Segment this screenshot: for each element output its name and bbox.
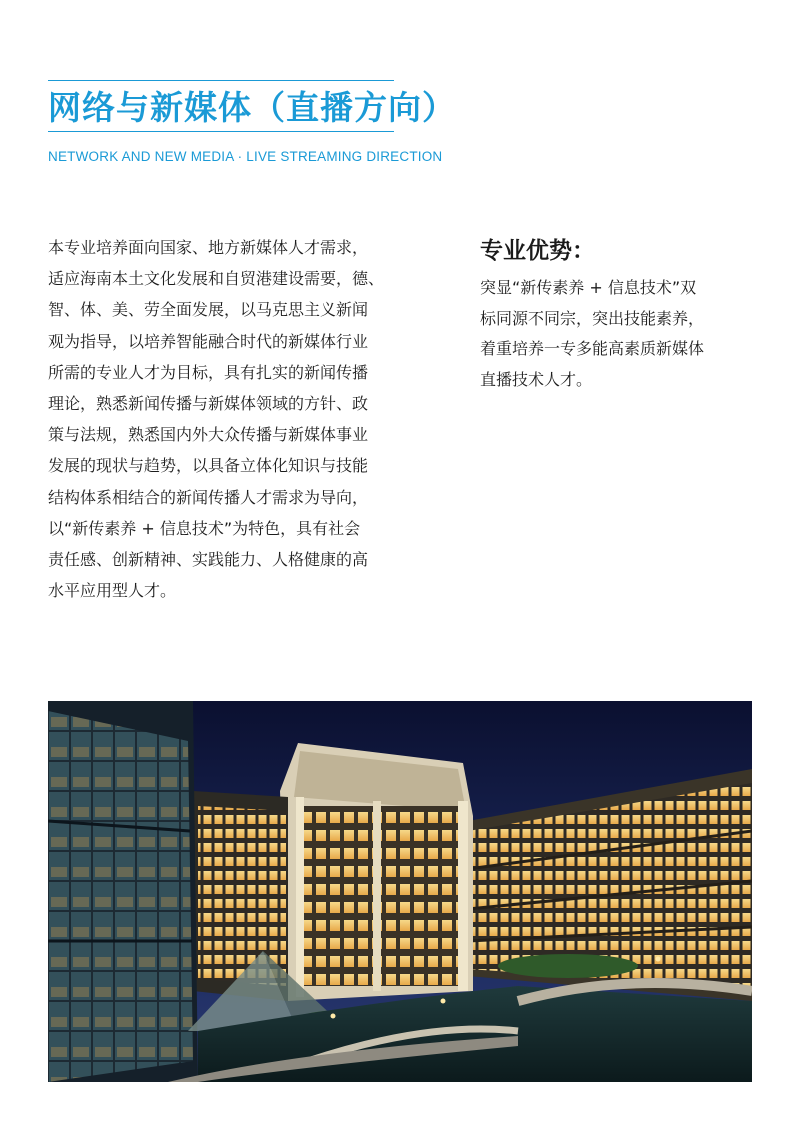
page-subtitle: NETWORK AND NEW MEDIA · LIVE STREAMING DIRECTION	[48, 149, 443, 164]
title-top-rule	[48, 80, 394, 81]
advantage-section	[480, 234, 770, 395]
advantage-line: 标同源不同宗，突出技能素养，	[480, 308, 705, 328]
intro-line: 水平应用型人才。	[48, 581, 177, 601]
advantage-heading: 专业优势：	[480, 238, 595, 264]
intro-line: 观为指导，以培养智能融合时代的新媒体行业	[48, 331, 369, 351]
intro-line: 所需的专业人才为目标，具有扎实的新闻传播	[48, 362, 369, 382]
intro-line: 策与法规，熟悉国内外大众传播与新媒体事业	[48, 425, 369, 445]
intro-line: 责任感、创新精神、实践能力、人格健康的高	[48, 549, 369, 569]
intro-line: 结构体系相结合的新闻传播人才需求为导向，	[48, 487, 369, 507]
campus-photo-illustration	[48, 701, 752, 1082]
intro-line: 理论，熟悉新闻传播与新媒体领域的方针、政	[48, 393, 369, 413]
intro-line: 智、体、美、劳全面发展，以马克思主义新闻	[48, 300, 369, 320]
title-bottom-rule	[48, 131, 394, 132]
page-title: 网络与新媒体（直播方向）	[48, 88, 456, 127]
intro-line: 适应海南本土文化发展和自贸港建设需要，德、	[48, 269, 385, 289]
intro-line: 本专业培养面向国家、地方新媒体人才需求，	[48, 238, 369, 257]
advantage-line: 直播技术人才。	[480, 369, 593, 389]
intro-line: 以“新传素养 + 信息技术”为特色，具有社会	[48, 518, 361, 538]
advantage-line: 突显“新传素养 + 信息技术”双	[480, 278, 697, 297]
campus-building-night-photo	[48, 701, 752, 1082]
intro-line: 发展的现状与趋势，以具备立体化知识与技能	[48, 456, 369, 476]
advantage-line: 着重培养一专多能高素质新媒体	[480, 339, 705, 358]
intro-paragraph	[48, 232, 443, 606]
